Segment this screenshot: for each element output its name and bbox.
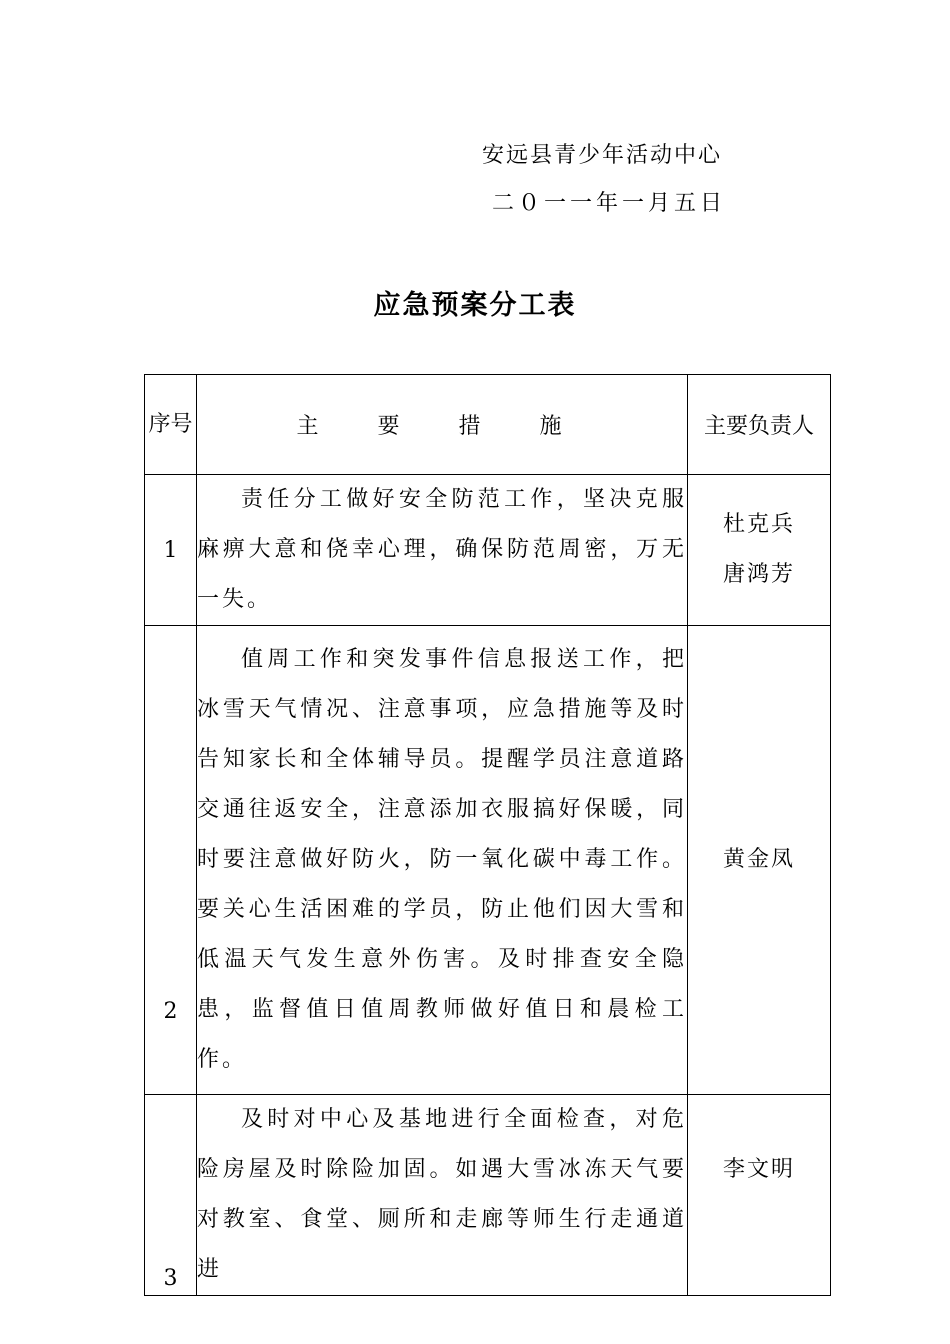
table-header-row bbox=[145, 375, 831, 475]
row-responsible bbox=[688, 626, 831, 1095]
header-responsible-person: 主要负责人 bbox=[688, 375, 831, 475]
responsible-person: 李文明 bbox=[722, 1157, 795, 1182]
row-measure: 及时对中心及基地进行全面检查，对危险房屋及时除险加固。如遇大雪冰冻天气要对教室、食堂、厕所和走廊等师生行走通道进 bbox=[197, 1095, 688, 1296]
document-date: 二０一一年一月五日 bbox=[492, 191, 727, 216]
header-serial-number: 序号 bbox=[145, 375, 197, 475]
row-measure: 责任分工做好安全防范工作，坚决克服麻痹大意和侥幸心理，确保防范周密，万无一失。 bbox=[197, 475, 688, 626]
responsible-person: 黄金凤 bbox=[722, 847, 795, 872]
table-row bbox=[145, 475, 831, 626]
row-number: 3 bbox=[145, 1095, 197, 1296]
header-main-measures: 主 要 措 施 bbox=[197, 375, 688, 475]
row-number: 1 bbox=[145, 475, 197, 626]
responsible-person: 唐鸿芳 bbox=[722, 562, 795, 587]
row-number: 2 bbox=[145, 626, 197, 1095]
emergency-plan-table bbox=[144, 374, 831, 1296]
row-responsible bbox=[688, 475, 831, 626]
table-row bbox=[145, 1095, 831, 1296]
organization-name: 安远县青少年活动中心 bbox=[482, 143, 723, 168]
row-responsible bbox=[688, 1095, 831, 1296]
responsible-person: 杜克兵 bbox=[722, 512, 795, 537]
table-row bbox=[145, 626, 831, 1095]
document-title: 应急预案分工表 bbox=[373, 290, 577, 321]
row-measure: 值周工作和突发事件信息报送工作，把冰雪天气情况、注意事项，应急措施等及时告知家长和全体辅导员。提醒学员注意道路交通往返安全，注意添加衣服搞好保暖，同时要注意做好防火，防一氧化碳中毒工作。要关心生活困难的学员，防止他们因大雪和低温天气发生意外伤害。及时排查安全隐患，监督值日值周教师做好值日和晨检工作。 bbox=[197, 626, 688, 1095]
